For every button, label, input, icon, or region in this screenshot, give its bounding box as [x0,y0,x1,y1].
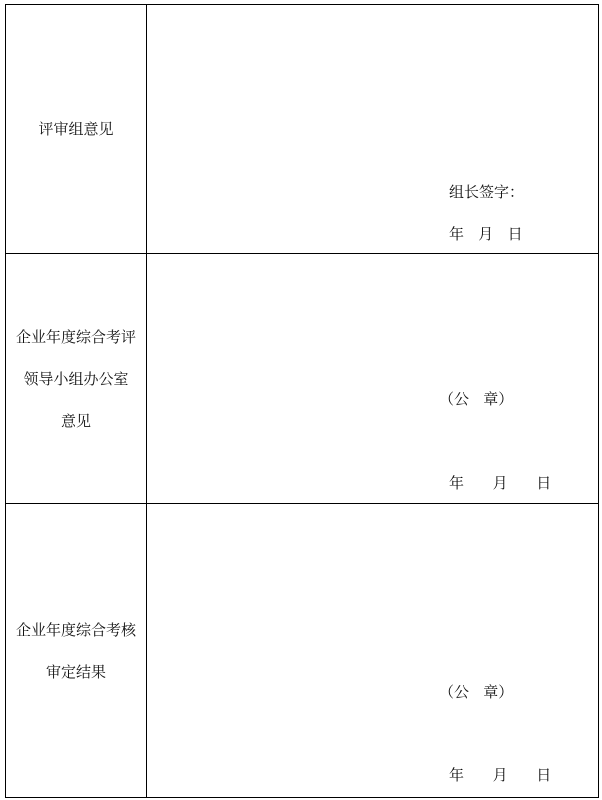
review-form-table [5,4,599,798]
leading-group-office-label-cell [6,254,147,504]
leading-group-office-opinion-cell[interactable] [147,254,599,504]
official-seal-text: （公 章） [439,390,514,408]
leading-group-office-date: 年 月 日 [449,474,552,492]
leading-group-office-label-line-3: 意见 [60,411,91,430]
final-approval-label-cell [6,504,147,798]
leading-group-office-opinion-row [6,254,599,504]
review-group-label-cell [6,5,147,254]
review-group-opinion-row [6,5,599,254]
leader-signature-label: 组长签字： [449,183,525,201]
review-group-date: 年 月 日 [449,225,523,243]
review-group-label: 评审组意见 [38,120,114,138]
leading-group-office-label-line-1: 企业年度综合考评 [15,327,136,346]
review-group-opinion-cell[interactable] [147,5,599,254]
final-approval-result-row [6,504,599,798]
final-approval-result-cell[interactable] [147,504,599,798]
leading-group-office-label-line-2: 领导小组办公室 [23,369,129,388]
final-approval-date: 年 月 日 [449,766,552,784]
official-seal-text: （公 章） [439,683,514,701]
final-approval-label-line-2: 审定结果 [45,662,106,681]
final-approval-label-line-1: 企业年度综合考核 [15,620,136,639]
